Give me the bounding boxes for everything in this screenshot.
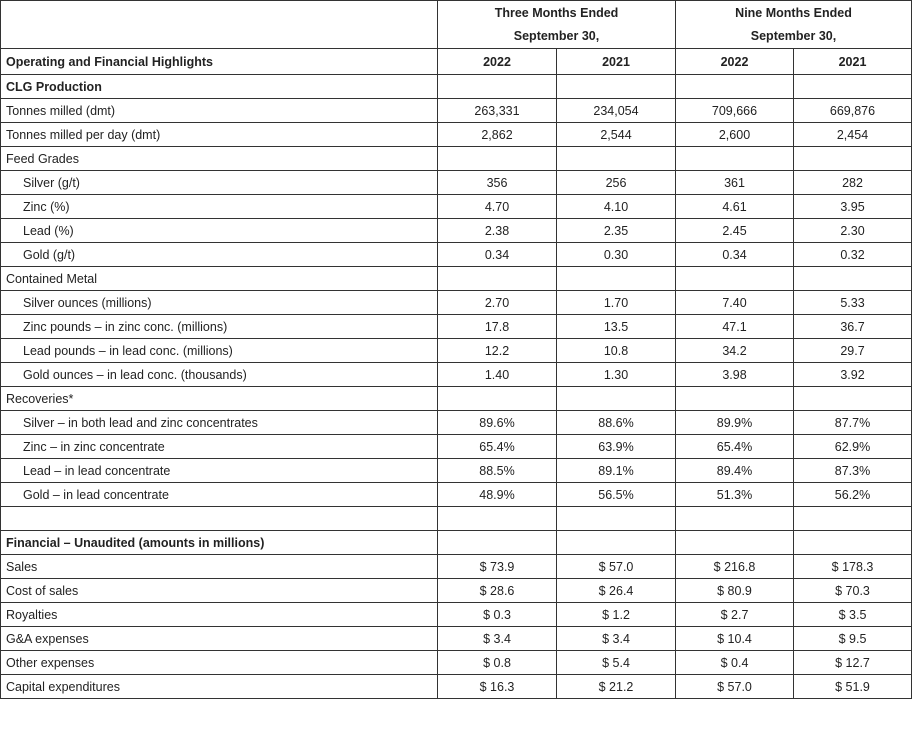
year-header: 2022 [438, 49, 557, 75]
row-label: Lead pounds – in lead conc. (millions) [1, 339, 438, 363]
value-cell: $ 28.6 [438, 579, 557, 603]
value-cell: 3.95 [794, 195, 912, 219]
value-cell [794, 267, 912, 291]
table-row [1, 99, 912, 123]
value-cell: 0.34 [438, 243, 557, 267]
row-label [1, 507, 438, 531]
value-cell: $ 70.3 [794, 579, 912, 603]
value-cell [794, 387, 912, 411]
value-cell: 87.3% [794, 459, 912, 483]
value-cell: 17.8 [438, 315, 557, 339]
value-cell: 2,544 [557, 123, 676, 147]
year-header-row [1, 49, 912, 75]
nine-months-period: September 30, [676, 25, 912, 49]
row-label: Gold (g/t) [1, 243, 438, 267]
value-cell: 63.9% [557, 435, 676, 459]
value-cell: 0.34 [676, 243, 794, 267]
value-cell: $ 0.8 [438, 651, 557, 675]
value-cell: $ 178.3 [794, 555, 912, 579]
value-cell: 2.70 [438, 291, 557, 315]
nine-months-heading: Nine Months Ended [676, 1, 912, 25]
value-cell: 282 [794, 171, 912, 195]
value-cell: 1.30 [557, 363, 676, 387]
value-cell [438, 507, 557, 531]
table-row [1, 171, 912, 195]
row-label: Contained Metal [1, 267, 438, 291]
table-row [1, 195, 912, 219]
row-label: Gold ounces – in lead conc. (thousands) [1, 363, 438, 387]
value-cell: 2.45 [676, 219, 794, 243]
value-cell: $ 3.5 [794, 603, 912, 627]
value-cell: $ 57.0 [557, 555, 676, 579]
value-cell: 51.3% [676, 483, 794, 507]
value-cell [438, 75, 557, 99]
row-label: Lead – in lead concentrate [1, 459, 438, 483]
value-cell: $ 2.7 [676, 603, 794, 627]
value-cell: 3.92 [794, 363, 912, 387]
value-cell: 88.6% [557, 411, 676, 435]
table-row [1, 483, 912, 507]
header-row-2 [1, 25, 912, 49]
value-cell: 65.4% [676, 435, 794, 459]
value-cell: $ 3.4 [557, 627, 676, 651]
year-header: 2021 [794, 49, 912, 75]
value-cell: $ 0.4 [676, 651, 794, 675]
value-cell: 256 [557, 171, 676, 195]
row-label: Gold – in lead concentrate [1, 483, 438, 507]
value-cell [557, 387, 676, 411]
table-row [1, 147, 912, 171]
value-cell [438, 267, 557, 291]
value-cell: $ 16.3 [438, 675, 557, 699]
value-cell: 3.98 [676, 363, 794, 387]
row-label: Recoveries* [1, 387, 438, 411]
table-row [1, 651, 912, 675]
table-row [1, 675, 912, 699]
value-cell: 2.35 [557, 219, 676, 243]
value-cell: $ 21.2 [557, 675, 676, 699]
value-cell: $ 73.9 [438, 555, 557, 579]
value-cell: 65.4% [438, 435, 557, 459]
table-row [1, 507, 912, 531]
value-cell: $ 3.4 [438, 627, 557, 651]
value-cell: 56.5% [557, 483, 676, 507]
value-cell: 5.33 [794, 291, 912, 315]
table-row [1, 315, 912, 339]
value-cell [794, 507, 912, 531]
row-label: Zinc – in zinc concentrate [1, 435, 438, 459]
row-label: Financial – Unaudited (amounts in millions) [1, 531, 438, 555]
year-header: 2021 [557, 49, 676, 75]
value-cell: 13.5 [557, 315, 676, 339]
table-row [1, 387, 912, 411]
value-cell: $ 12.7 [794, 651, 912, 675]
table-row [1, 459, 912, 483]
value-cell: 4.61 [676, 195, 794, 219]
value-cell: 709,666 [676, 99, 794, 123]
value-cell: $ 57.0 [676, 675, 794, 699]
row-label: Silver – in both lead and zinc concentrates [1, 411, 438, 435]
value-cell: 48.9% [438, 483, 557, 507]
value-cell [557, 531, 676, 555]
value-cell: 87.7% [794, 411, 912, 435]
row-label: Zinc (%) [1, 195, 438, 219]
row-label: Silver (g/t) [1, 171, 438, 195]
value-cell [794, 75, 912, 99]
value-cell: $ 26.4 [557, 579, 676, 603]
value-cell [676, 147, 794, 171]
value-cell: 89.9% [676, 411, 794, 435]
table-row [1, 627, 912, 651]
value-cell: 7.40 [676, 291, 794, 315]
value-cell [438, 387, 557, 411]
value-cell: 1.70 [557, 291, 676, 315]
table-heading-label: Operating and Financial Highlights [1, 49, 438, 75]
table-row [1, 411, 912, 435]
value-cell: 4.10 [557, 195, 676, 219]
value-cell [676, 75, 794, 99]
value-cell: 0.32 [794, 243, 912, 267]
value-cell: 62.9% [794, 435, 912, 459]
value-cell: $ 80.9 [676, 579, 794, 603]
table-row [1, 603, 912, 627]
table-row [1, 243, 912, 267]
value-cell [557, 507, 676, 531]
value-cell: 234,054 [557, 99, 676, 123]
table-row [1, 123, 912, 147]
value-cell: 361 [676, 171, 794, 195]
value-cell: $ 10.4 [676, 627, 794, 651]
row-label: Royalties [1, 603, 438, 627]
table-row [1, 579, 912, 603]
value-cell: 263,331 [438, 99, 557, 123]
table-row [1, 363, 912, 387]
table-row [1, 339, 912, 363]
value-cell: $ 0.3 [438, 603, 557, 627]
value-cell: 2.30 [794, 219, 912, 243]
row-label: Tonnes milled per day (dmt) [1, 123, 438, 147]
value-cell: $ 216.8 [676, 555, 794, 579]
table-row [1, 435, 912, 459]
value-cell: $ 5.4 [557, 651, 676, 675]
table-row [1, 267, 912, 291]
row-label: Zinc pounds – in zinc conc. (millions) [1, 315, 438, 339]
value-cell: 29.7 [794, 339, 912, 363]
row-label: Silver ounces (millions) [1, 291, 438, 315]
row-label: CLG Production [1, 75, 438, 99]
value-cell: 47.1 [676, 315, 794, 339]
value-cell: 89.1% [557, 459, 676, 483]
value-cell: 1.40 [438, 363, 557, 387]
value-cell: 0.30 [557, 243, 676, 267]
value-cell: 89.6% [438, 411, 557, 435]
value-cell: 10.8 [557, 339, 676, 363]
value-cell [676, 387, 794, 411]
value-cell [676, 531, 794, 555]
table-row [1, 555, 912, 579]
value-cell: 2,454 [794, 123, 912, 147]
row-label: Feed Grades [1, 147, 438, 171]
value-cell: $ 9.5 [794, 627, 912, 651]
row-label: Other expenses [1, 651, 438, 675]
row-label: Cost of sales [1, 579, 438, 603]
value-cell [557, 267, 676, 291]
value-cell [794, 531, 912, 555]
value-cell [438, 531, 557, 555]
table-row [1, 291, 912, 315]
header-spacer [1, 25, 438, 49]
three-months-heading: Three Months Ended [438, 1, 676, 25]
table-row [1, 75, 912, 99]
value-cell: 2.38 [438, 219, 557, 243]
value-cell: 56.2% [794, 483, 912, 507]
table-body [1, 75, 912, 699]
value-cell: 12.2 [438, 339, 557, 363]
value-cell [557, 147, 676, 171]
row-label: Capital expenditures [1, 675, 438, 699]
row-label: Lead (%) [1, 219, 438, 243]
value-cell: 2,600 [676, 123, 794, 147]
value-cell [557, 75, 676, 99]
value-cell [438, 147, 557, 171]
value-cell: 669,876 [794, 99, 912, 123]
value-cell: $ 1.2 [557, 603, 676, 627]
table-row [1, 531, 912, 555]
value-cell: 34.2 [676, 339, 794, 363]
value-cell: 88.5% [438, 459, 557, 483]
value-cell: $ 51.9 [794, 675, 912, 699]
three-months-period: September 30, [438, 25, 676, 49]
table-row [1, 219, 912, 243]
row-label: Tonnes milled (dmt) [1, 99, 438, 123]
value-cell [794, 147, 912, 171]
value-cell: 4.70 [438, 195, 557, 219]
header-row-1 [1, 1, 912, 25]
row-label: Sales [1, 555, 438, 579]
row-label: G&A expenses [1, 627, 438, 651]
value-cell: 356 [438, 171, 557, 195]
header-spacer [1, 1, 438, 25]
value-cell: 2,862 [438, 123, 557, 147]
value-cell: 89.4% [676, 459, 794, 483]
year-header: 2022 [676, 49, 794, 75]
value-cell [676, 267, 794, 291]
value-cell [676, 507, 794, 531]
value-cell: 36.7 [794, 315, 912, 339]
